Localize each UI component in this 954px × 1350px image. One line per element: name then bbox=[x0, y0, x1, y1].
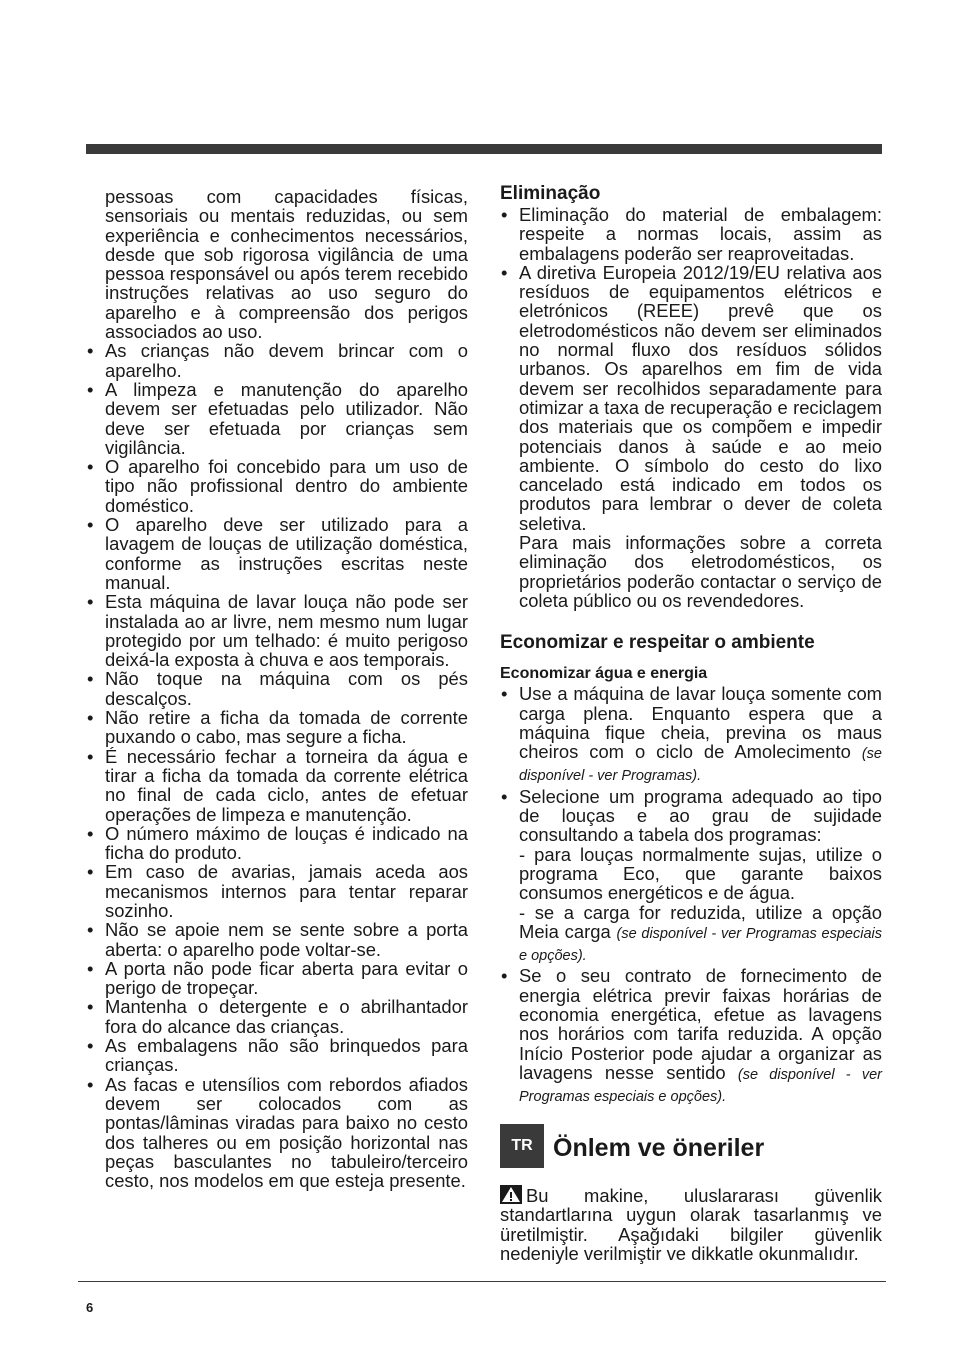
note-text: (se disponível - ver Programas). bbox=[519, 746, 882, 785]
list-item: • Não toque na máquina com os pés descalços. bbox=[87, 668, 468, 709]
section-title: Önlem ve öneriler bbox=[553, 1134, 765, 1162]
elimination-list bbox=[500, 205, 882, 610]
list-item: • Em caso de avarias, jamais aceda aos mecanismos internos para tentar reparar sozinho. bbox=[87, 861, 468, 921]
list-item: • Mantenha o detergente e o abrilhantador fora do alcance das crianças. bbox=[87, 996, 468, 1037]
note-text: (se disponível - ver Programas especiais e opções). bbox=[519, 925, 882, 965]
list-item: • O número máximo de louças é indicado na ficha do produto. bbox=[87, 822, 468, 864]
economy-heading: Economizar e respeitar o ambiente bbox=[500, 632, 815, 654]
page-number: 6 bbox=[86, 1300, 94, 1315]
warning-triangle-icon bbox=[500, 1185, 522, 1204]
list-item: • Se o seu contrato de fornecimento de energia elétrica previr faixas horárias de economia energética, efetue as lavagens nos horários com tarifa reduzida. A opção Início Posterior pode ajudar a organizar as lavagens nesse sentido (se disponível - ver Programas especiais e opções). bbox=[501, 965, 882, 1106]
list-item: • Não retire a ficha da tomada de corrente puxando o cabo, mas segure a ficha. bbox=[87, 707, 468, 748]
list-item: • A diretiva Europeia 2012/19/EU relativa aos resíduos de equipamentos elétricos e eletrónicos (REEE) prevê que os eletrodomésticos não devem ser eliminados no normal fluxo dos resíduos sólidos urbanos. Os aparelhos em fim de vida devem ser recolhidos separadamente para otimizar a taxa de recuperação e reciclagem dos materiais que os compõem e impedir potenciais danos à saúde e ao meio ambiente. O símbolo do cesto do lixo cancelado está indicado em todos os produtos para lembrar o dever de coleta seletiva. Para mais informações sobre a correta eliminação dos eletrodomésticos, os proprietários poderão contactar o serviço de coleta público ou os revendedores. bbox=[501, 261, 882, 611]
economy-list bbox=[500, 684, 882, 1107]
list-item: • O aparelho foi concebido para um uso de tipo não profissional dentro do ambiente doméstico. bbox=[87, 456, 468, 516]
economy-subheading: Economizar água e energia bbox=[500, 665, 708, 683]
list-item: • As embalagens não são brinquedos para crianças. bbox=[87, 1035, 468, 1076]
list-item: • A porta não pode ficar aberta para evitar o perigo de tropeçar. bbox=[87, 957, 468, 999]
list-item: • Eliminação do material de embalagem: respeite a normas locais, assim as embalagens poderão ser reaproveitadas. bbox=[501, 204, 882, 264]
section-intro: Bu makine, uluslararası güvenlik standartlarına uygun olarak tasarlanmış ve üretilmiştir. Aşağıdaki bilgiler güvenlik nedeniyle verilmiştir ve dikkatle okunmalıdır. bbox=[500, 1185, 882, 1264]
list-item: • Use a máquina de lavar louça somente com carga plena. Enquanto espera que a máquina fique cheia, previna os maus cheiros com o ciclo de Amolecimento (se disponível - ver Programas). bbox=[501, 683, 882, 785]
list-item: • As crianças não devem brincar com o aparelho. bbox=[87, 340, 468, 381]
list-item: • Esta máquina de lavar louça não pode ser instalada ao ar livre, nem mesmo num lugar protegido por um telhado: é muito perigoso deixá-la exposta à chuva e aos temporais. bbox=[87, 591, 468, 671]
note-text: (se disponível - ver Programas especiais e opções). bbox=[519, 1066, 882, 1106]
elimination-more-info: Para mais informações sobre a correta eliminação dos eletrodomésticos, os proprietários poderão contactar o serviço de coleta público ou os revendedores. bbox=[519, 532, 882, 611]
elimination-heading: Eliminação bbox=[500, 183, 601, 204]
intro-paragraph: pessoas com capacidades físicas, sensoriais ou mentais reduzidas, ou sem experiência e conhecimentos necessários, desde que sob rigorosa vigilância de uma pessoa responsável ou após terem recebido instruções relativas ao uso seguro do aparelho e à compreensão dos perigos associados ao uso. bbox=[105, 186, 468, 343]
language-badge: TR bbox=[500, 1124, 544, 1168]
list-item: • A limpeza e manutenção do aparelho devem ser efetuadas pelo utilizador. Não deve ser efetuada por crianças sem vigilância. bbox=[87, 378, 468, 458]
list-item: • Selecione um programa adequado ao tipo de louças e ao grau de sujidade consultando a tabela dos programas: - para louças normalmente sujas, utilize o programa Eco, que garante baixos consumos energéticos e de água. - se a carga for reduzida, utilize a opção Meia carga (se disponível - ver Programas especiais e opções). bbox=[501, 785, 882, 965]
list-item: • Não se apoie nem se sente sobre a porta aberta: o aparelho pode voltar-se. bbox=[87, 919, 468, 960]
safety-bullet-list bbox=[86, 341, 468, 1190]
list-item: • O aparelho deve ser utilizado para a lavagem de louças de utilização doméstica, conforme as instruções escritas neste manual. bbox=[87, 514, 468, 593]
list-item: • É necessário fechar a torneira da água e tirar a ficha da tomada da corrente elétrica no final de cada ciclo, antes de efetuar operações de limpeza e manutenção. bbox=[87, 745, 468, 825]
safety-list-column bbox=[86, 187, 468, 1190]
list-item: • As facas e utensílios com rebordos afiados devem ser colocados com as pontas/lâminas viradas para baixo no cesto dos talheres ou em posição horizontal nas peças basculantes no tabuleiro/terceiro cesto, nos modelos em que esteja presente. bbox=[87, 1073, 468, 1192]
disposal-column bbox=[500, 183, 882, 1107]
bottom-rule bbox=[78, 1281, 886, 1282]
top-rule bbox=[86, 144, 882, 154]
